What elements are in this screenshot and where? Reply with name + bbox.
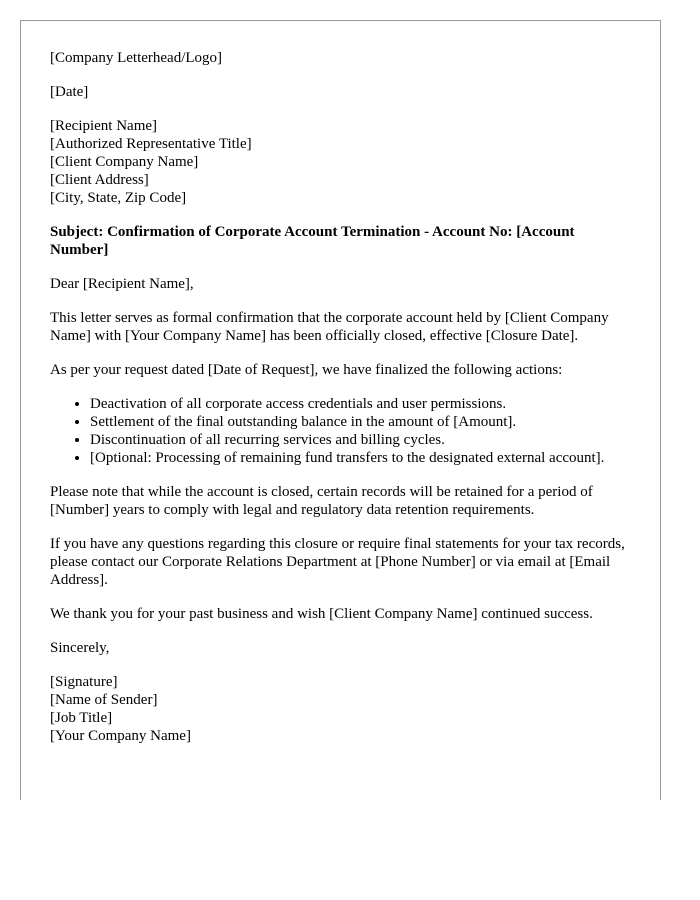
- signature-block: [50, 673, 635, 745]
- recipient-address: [Client Address]: [50, 172, 149, 188]
- body-paragraph-contact: If you have any questions regarding this closure or require final statements for your tax records, please contact our Corporate Relations Department at [Phone Number] or via email at [Email Address].: [50, 536, 625, 588]
- recipient-name: [Recipient Name]: [50, 118, 158, 134]
- body-paragraph-confirmation: This letter serves as formal confirmation that the corporate account held by [Client Company Name] with [Your Company Name] has been officially closed, effective [Closure Date].: [50, 310, 609, 344]
- closing: Sincerely,: [50, 640, 110, 656]
- body-paragraph-thanks: We thank you for your past business and wish [Client Company Name] continued success.: [50, 606, 593, 622]
- body-paragraph-retention: Please note that while the account is closed, certain records will be retained for a period of [Number] years to comply with legal and regulatory data retention requirements.: [50, 484, 593, 518]
- letterhead: [Company Letterhead/Logo]: [50, 50, 223, 66]
- sender-name: [Name of Sender]: [50, 692, 158, 708]
- subject-line: Subject: Confirmation of Corporate Account Termination - Account No: [Account Number]: [50, 224, 575, 258]
- recipient-block: [50, 117, 635, 207]
- sender-job-title: [Job Title]: [50, 710, 113, 726]
- signature: [Signature]: [50, 674, 118, 690]
- letter-date: [Date]: [50, 84, 89, 100]
- body-paragraph-request: As per your request dated [Date of Request], we have finalized the following actions:: [50, 362, 563, 378]
- list-item: • [Optional: Processing of remaining fund transfers to the designated external account].: [90, 449, 635, 467]
- recipient-company: [Client Company Name]: [50, 154, 199, 170]
- list-item: • Discontinuation of all recurring services and billing cycles.: [90, 431, 635, 449]
- letter-content: [50, 49, 635, 761]
- list-item: • Settlement of the final outstanding balance in the amount of [Amount].: [90, 413, 635, 431]
- sender-company: [Your Company Name]: [50, 728, 191, 744]
- recipient-city-state-zip: [City, State, Zip Code]: [50, 190, 187, 206]
- salutation: Dear [Recipient Name],: [50, 276, 194, 292]
- letter-page: [20, 20, 661, 800]
- recipient-title: [Authorized Representative Title]: [50, 136, 252, 152]
- list-item: • Deactivation of all corporate access credentials and user permissions.: [90, 395, 635, 413]
- actions-list: [50, 395, 635, 467]
